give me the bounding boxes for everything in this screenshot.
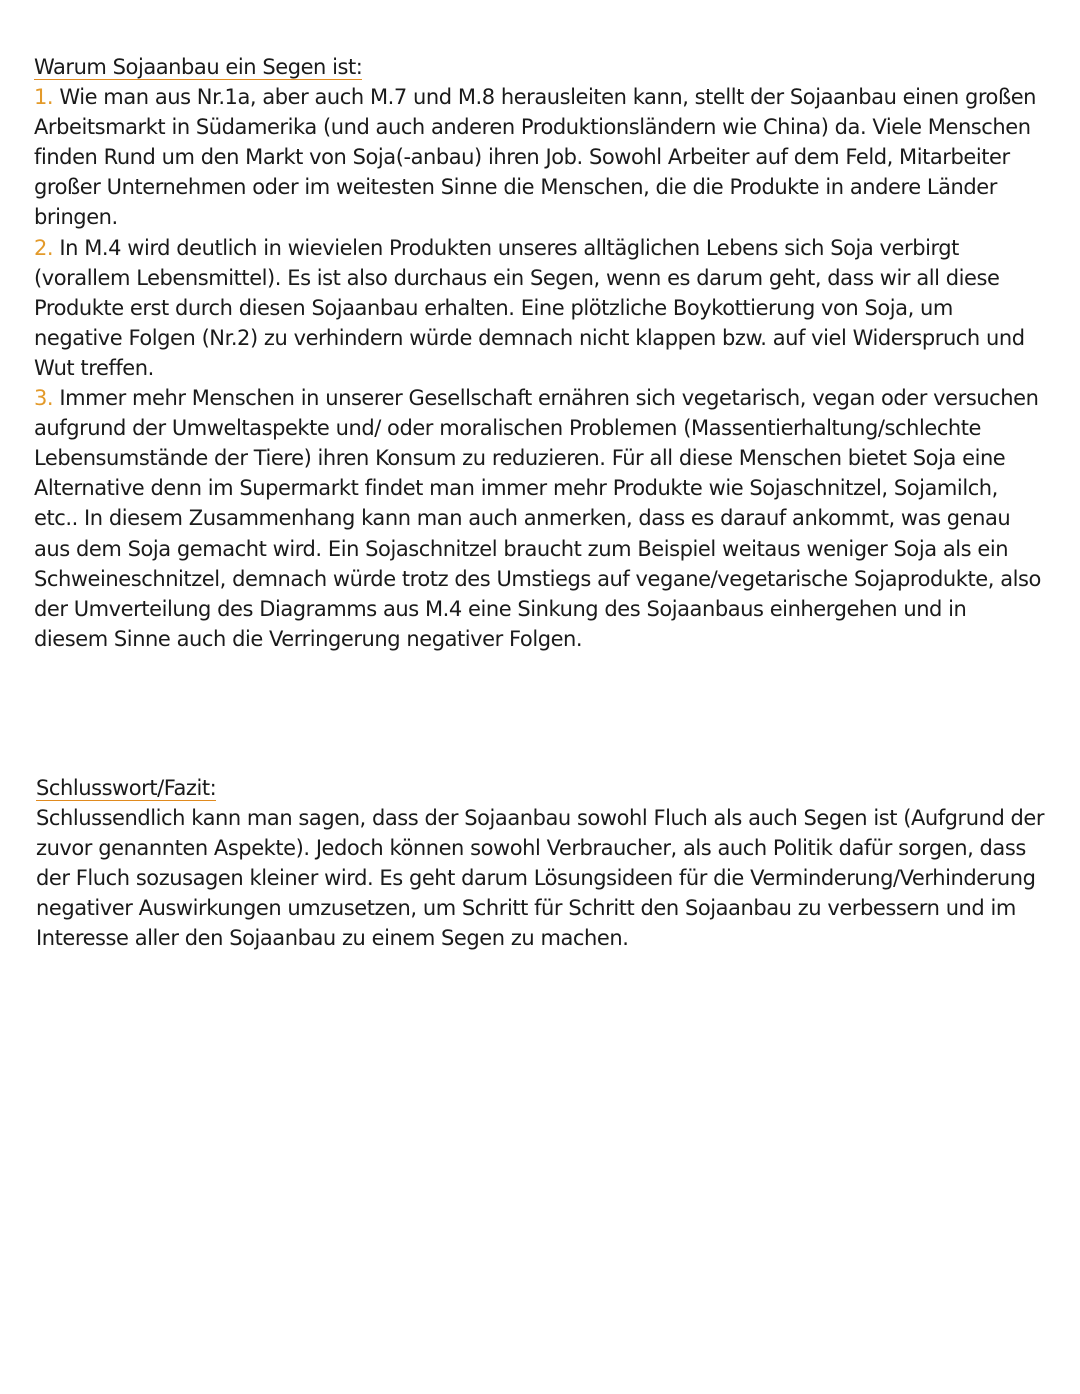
heading-underline <box>36 800 216 802</box>
point-number: 3. <box>34 386 54 411</box>
heading-underline <box>34 79 362 81</box>
point-number: 1. <box>34 85 54 110</box>
point-2 <box>34 233 1044 383</box>
section-heading-segen <box>34 52 362 82</box>
section-segen <box>34 52 1044 654</box>
fazit-paragraph: Schlussendlich kann man sagen, dass der Sojaanbau sowohl Fluch als auch Segen ist (Aufgrund der zuvor genannten Aspekte). Jedoch können sowohl Verbraucher, als auch Politik dafür sorgen, dass der Fluch sozusagen kleiner wird. Es geht darum Lösungsideen für die Verminderung/Verhinderung negativer Auswirkungen umzusetzen, um Schritt für Schritt den Sojaanbau zu verbessern und im Interesse aller den Sojaanbau zu einem Segen zu machen. <box>36 806 1045 951</box>
point-text: Wie man aus Nr.1a, aber auch M.7 und M.8 herausleiten kann, stellt der Sojaanbau einen großen Arbeitsmarkt in Südamerika (und auch anderen Produktionsländern wie China) da. Viele Menschen finden Rund um den Markt von Soja(-anbau) ihren Job. Sowohl Arbeiter auf dem Feld, Mitarbeiter großer Unternehmen oder im weitesten Sinne die Menschen, die die Produkte in andere Länder bringen. <box>34 85 1037 230</box>
point-3 <box>34 383 1044 654</box>
point-number: 2. <box>34 235 54 260</box>
section-heading-fazit <box>36 773 216 803</box>
section-fazit <box>36 773 1046 954</box>
point-text: In M.4 wird deutlich in wievielen Produkten unseres alltäglichen Lebens sich Soja verbirgt (vorallem Lebensmittel). Es ist also durchaus ein Segen, wenn es darum geht, dass wir all diese Produkte erst durch diesen Sojaanbau erhalten. Eine plötzliche Boykottierung von Soja, um negative Folgen (Nr.2) zu verhindern würde demnach nicht klappen bzw. auf viel Widerspruch und Wut treffen. <box>34 235 1025 380</box>
point-text: Immer mehr Menschen in unserer Gesellschaft ernähren sich vegetarisch, vegan oder versuchen aufgrund der Umweltaspekte und/ oder moralischen Problemen (Massentierhaltung/schlechte Lebensumstände der Tiere) ihren Konsum zu reduzieren. Für all diese Menschen bietet Soja eine Alternative denn im Supermarkt findet man immer mehr Produkte wie Sojaschnitzel, Sojamilch, etc.. In diesem Zusammenhang kann man auch anmerken, dass es darauf ankommt, was genau aus dem Soja gemacht wird. Ein Sojaschnitzel braucht zum Beispiel weitaus weniger Soja als ein Schweineschnitzel, demnach würde trotz des Umstiegs auf vegane/vegetarische Sojaprodukte, also der Umverteilung des Diagramms aus M.4 eine Sinkung des Sojaanbaus einhergehen und in diesem Sinne auch die Verringerung negativer Folgen. <box>34 386 1041 651</box>
heading-text: Warum Sojaanbau ein Segen ist: <box>34 55 363 79</box>
heading-text: Schlusswort/Fazit: <box>36 776 217 800</box>
point-1 <box>34 82 1044 232</box>
